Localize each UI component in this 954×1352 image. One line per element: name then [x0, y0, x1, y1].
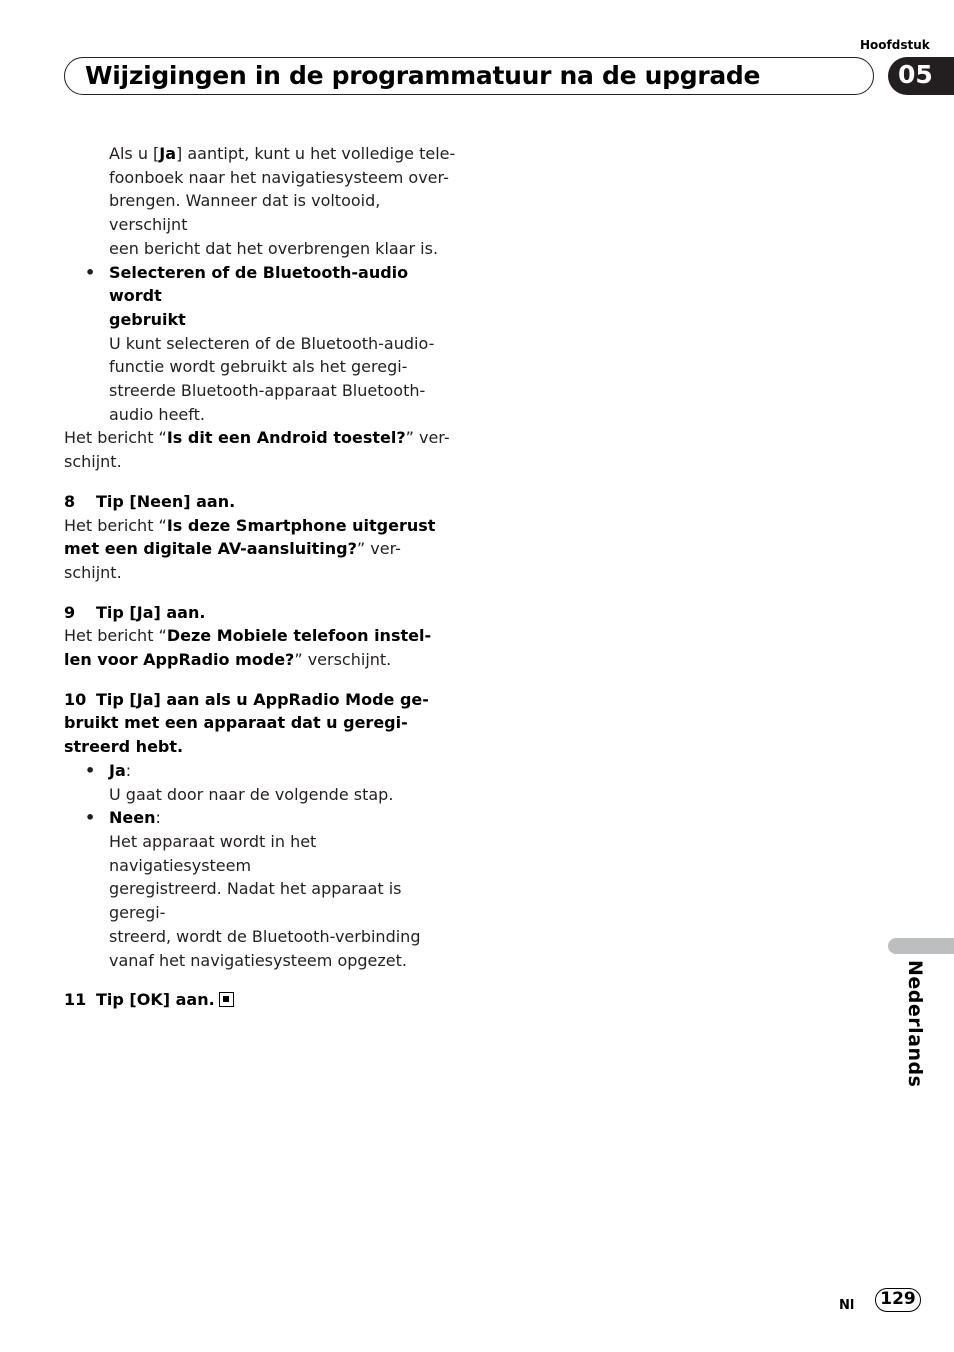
msg-text: Het bericht “ [64, 515, 167, 535]
language-tab [888, 938, 954, 954]
step-9-message [64, 624, 456, 671]
msg-text: Het bericht “ [64, 428, 167, 448]
page-title: Wijzigingen in de programmatuur na de upgrade [85, 61, 761, 90]
step-8-heading [64, 490, 456, 514]
step-number: 9 [64, 602, 76, 622]
msg-text: schijnt. [64, 562, 122, 582]
intro-ja: Ja [159, 144, 177, 163]
intro-line: een bericht dat het overbrengen klaar is. [109, 238, 439, 258]
bullet-text: functie wordt gebruikt als het geregi- [109, 357, 408, 377]
step-number: 10 [64, 689, 87, 709]
end-of-section-icon [219, 992, 234, 1007]
step-label: Tip [Neen] aan. [96, 491, 236, 511]
msg-bold: Is dit een Android toestel? [166, 428, 406, 448]
bullet-neen [85, 806, 456, 972]
step-8-message [64, 514, 456, 585]
step-label: Tip [OK] aan. [96, 990, 215, 1010]
msg-text: ” ver- [405, 428, 450, 448]
msg-text: schijnt. [64, 452, 122, 472]
msg-bold: Deze Mobiele telefoon instel- [166, 626, 432, 646]
option-text: streerd, wordt de Bluetooth-verbinding [109, 926, 421, 946]
android-message [64, 426, 456, 473]
option-colon: : [125, 760, 132, 780]
msg-bold: Is deze Smartphone uitgerust [166, 515, 436, 535]
intro-line: brengen. Wanneer dat is voltooid, verschijnt [109, 191, 381, 235]
chapter-title-bar [64, 57, 874, 95]
step-number: 8 [64, 491, 76, 511]
intro-paragraph [109, 142, 456, 261]
msg-bold: met een digitale AV-aansluiting? [64, 539, 357, 559]
bullet-title: gebruikt [109, 309, 186, 329]
step-label: streerd hebt. [64, 737, 184, 757]
language-code: Nl [839, 1298, 855, 1313]
bullet-text: streerde Bluetooth-apparaat Bluetooth- [109, 381, 426, 401]
chapter-number: 05 [898, 60, 933, 89]
option-text: U gaat door naar de volgende stap. [109, 784, 394, 804]
step-label: Tip [Ja] aan als u AppRadio Mode ge- [96, 689, 429, 709]
bullet-dot: • [85, 262, 96, 282]
step-number: 11 [64, 990, 87, 1010]
step-10-heading [64, 688, 456, 759]
msg-text: Het bericht “ [64, 626, 167, 646]
msg-text: ” verschijnt. [294, 650, 392, 670]
step-label: bruikt met een apparaat dat u geregi- [64, 713, 408, 733]
page-number: 129 [875, 1288, 921, 1312]
msg-text: ” ver- [356, 539, 401, 559]
chapter-label: Hoofdstuk [860, 38, 930, 52]
bullet-text: U kunt selecteren of de Bluetooth-audio- [109, 333, 435, 353]
option-label: Neen [109, 808, 156, 828]
bullet-dot: • [85, 808, 96, 828]
intro-text-cont: ] aantipt, kunt u het volledige tele- [176, 144, 456, 163]
msg-bold: len voor AppRadio mode? [64, 650, 295, 670]
step-9-heading [64, 601, 456, 625]
intro-line: foonboek naar het navigatiesysteem over- [109, 167, 449, 187]
option-label: Ja [109, 760, 126, 780]
main-column [64, 142, 456, 1012]
step-11-heading [64, 988, 456, 1012]
bullet-dot: • [85, 760, 96, 780]
bullet-ja [85, 759, 456, 806]
bullet-bluetooth-audio [85, 261, 456, 427]
chapter-tab [888, 57, 954, 95]
bullet-title: Selecteren of de Bluetooth-audio wordt [109, 262, 409, 306]
option-text: Het apparaat wordt in het navigatiesysteem [109, 831, 317, 875]
option-colon: : [155, 808, 161, 828]
option-text: vanaf het navigatiesysteem opgezet. [109, 950, 407, 970]
bullet-text: audio heeft. [109, 404, 205, 424]
option-text: geregistreerd. Nadat het apparaat is geregi- [109, 879, 402, 923]
language-label: Nederlands [904, 960, 926, 1088]
step-label: Tip [Ja] aan. [96, 602, 206, 622]
intro-text: Als u [ [109, 144, 160, 163]
